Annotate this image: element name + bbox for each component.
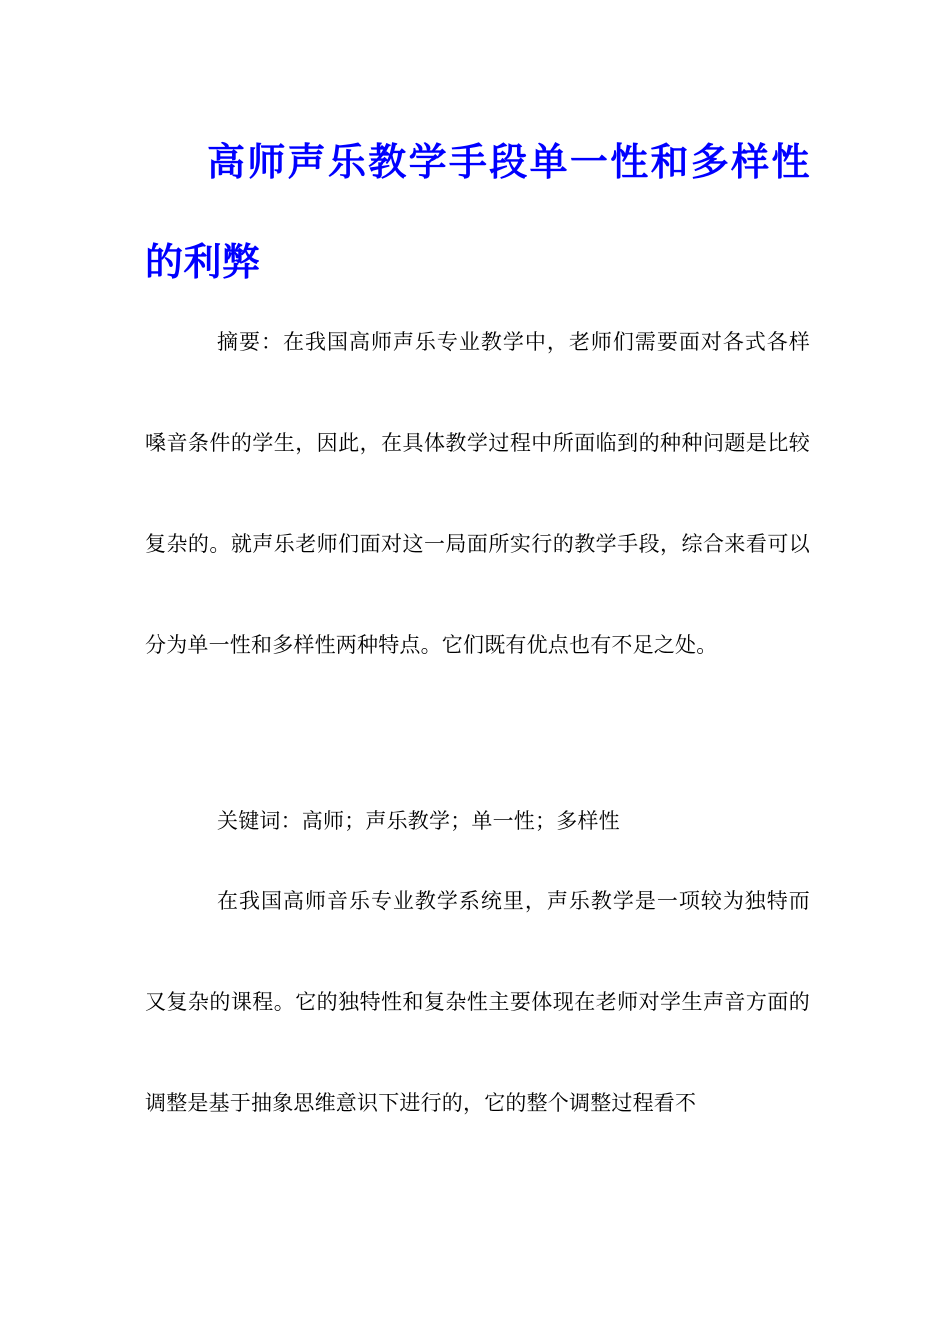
keywords-line: 关键词：高师；声乐教学；单一性；多样性 — [217, 809, 620, 833]
document-title: 高师声乐教学手段单一性和多样性的利弊 — [145, 139, 810, 284]
body-paragraph: 在我国高师音乐专业教学系统里，声乐教学是一项较为独特而又复杂的课程。它的独特性和复杂性主要体现在老师对学生声音方面的调整是基于抽象思维意识下进行的，它的整个调整过程看不 — [145, 889, 810, 1115]
abstract-paragraph: 摘要：在我国高师声乐专业教学中，老师们需要面对各式各样嗓音条件的学生，因此，在具体教学过程中所面临到的种种问题是比较复杂的。就声乐老师们面对这一局面所实行的教学手段，综合来看可以分为单一性和多样性两种特点。它们既有优点也有不足之处。 — [145, 330, 810, 657]
